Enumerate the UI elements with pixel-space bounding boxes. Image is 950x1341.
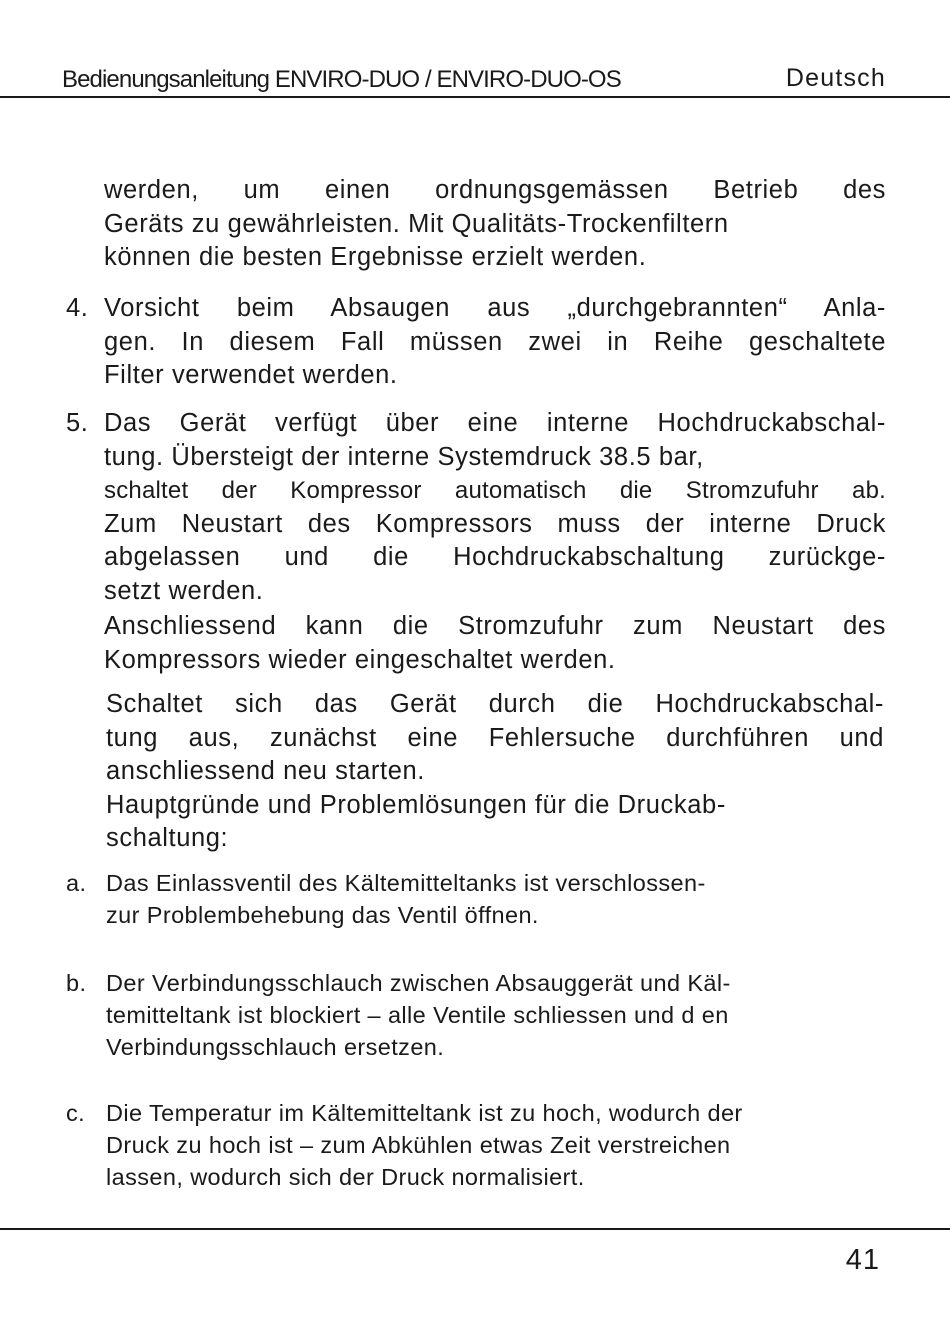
text-line: Druck zu hoch ist – zum Abkühlen etwas Zeit verstreichen (106, 1132, 731, 1158)
text-line: Verbindungsschlauch ersetzen. (106, 1034, 445, 1060)
text-line: abgelassen und die Hochdruckabschaltung zurückge- (104, 543, 886, 571)
text-line: Vorsicht beim Absaugen aus „durchgebrannten“ Anla- (104, 294, 886, 322)
text-line: Kompressors wieder eingeschaltet werden. (104, 645, 616, 674)
list-item-c (66, 1097, 886, 1193)
text-line: Hauptgründe und Problemlösungen für die Druckab- (106, 790, 726, 819)
text-line: Die Temperatur im Kältemitteltank ist zu hoch, wodurch der (106, 1100, 743, 1126)
list-item-text (106, 967, 886, 1063)
list-marker: b. (66, 970, 87, 996)
text-line: schaltet der Kompressor automatisch die Stromzufuhr ab. (104, 477, 886, 504)
text-line: gen. In diesem Fall müssen zwei in Reihe geschaltete (104, 327, 886, 356)
text-line: Zum Neustart des Kompressors muss der interne Druck (104, 509, 886, 538)
note-paragraph (106, 688, 884, 856)
list-item-4 (66, 292, 886, 393)
list-item-text (104, 292, 886, 393)
text-line: zur Problembehebung das Ventil öffnen. (106, 902, 539, 928)
list-marker: 5. (66, 409, 89, 437)
intro-paragraph (104, 174, 886, 275)
footer-divider (0, 1228, 950, 1230)
list-marker: 4. (66, 294, 89, 322)
text-line: können die besten Ergebnisse erzielt werden. (104, 243, 647, 271)
list-item-text (106, 867, 886, 931)
page-number: 41 (845, 1244, 880, 1276)
list-item-5 (66, 407, 886, 677)
text-line: Filter verwendet werden. (104, 361, 398, 389)
manual-title: Bedienungsanleitung ENVIRO-DUO / ENVIRO-DUO-OS (62, 66, 621, 93)
text-line: lassen, wodurch sich der Druck normalisiert. (106, 1164, 585, 1190)
list-item-text (106, 1097, 886, 1193)
list-marker: a. (66, 870, 87, 896)
text-line: Das Gerät verfügt über eine interne Hochdruckabschal- (104, 409, 886, 437)
text-line: schaltung: (106, 824, 229, 852)
text-line: temitteltank ist blockiert – alle Ventile schliessen und d en (106, 1002, 729, 1028)
text-line: setzt werden. (104, 576, 264, 605)
text-line: Schaltet sich das Gerät durch die Hochdruckabschal- (106, 690, 884, 718)
language-label: Deutsch (785, 64, 886, 92)
text-line: Anschliessend kann die Stromzufuhr zum Neustart des (104, 612, 886, 640)
list-item-a (66, 867, 886, 931)
text-line: Das Einlassventil des Kältemitteltanks ist verschlossen- (106, 870, 706, 896)
text-line: tung. Übersteigt der interne Systemdruck 38.5 bar, (104, 442, 704, 471)
text-line: werden, um einen ordnungsgemässen Betrieb des (104, 176, 886, 204)
text-line: Der Verbindungsschlauch zwischen Absauggerät und Käl- (106, 970, 731, 996)
list-item-text (104, 407, 886, 677)
text-line: tung aus, zunächst eine Fehlersuche durchführen und (106, 723, 884, 752)
text-line: Geräts zu gewährleisten. Mit Qualitäts-Trockenfiltern (104, 209, 729, 238)
list-item-b (66, 967, 886, 1063)
text-line: anschliessend neu starten. (106, 757, 425, 785)
header-divider (0, 96, 950, 98)
list-marker: c. (66, 1100, 86, 1126)
